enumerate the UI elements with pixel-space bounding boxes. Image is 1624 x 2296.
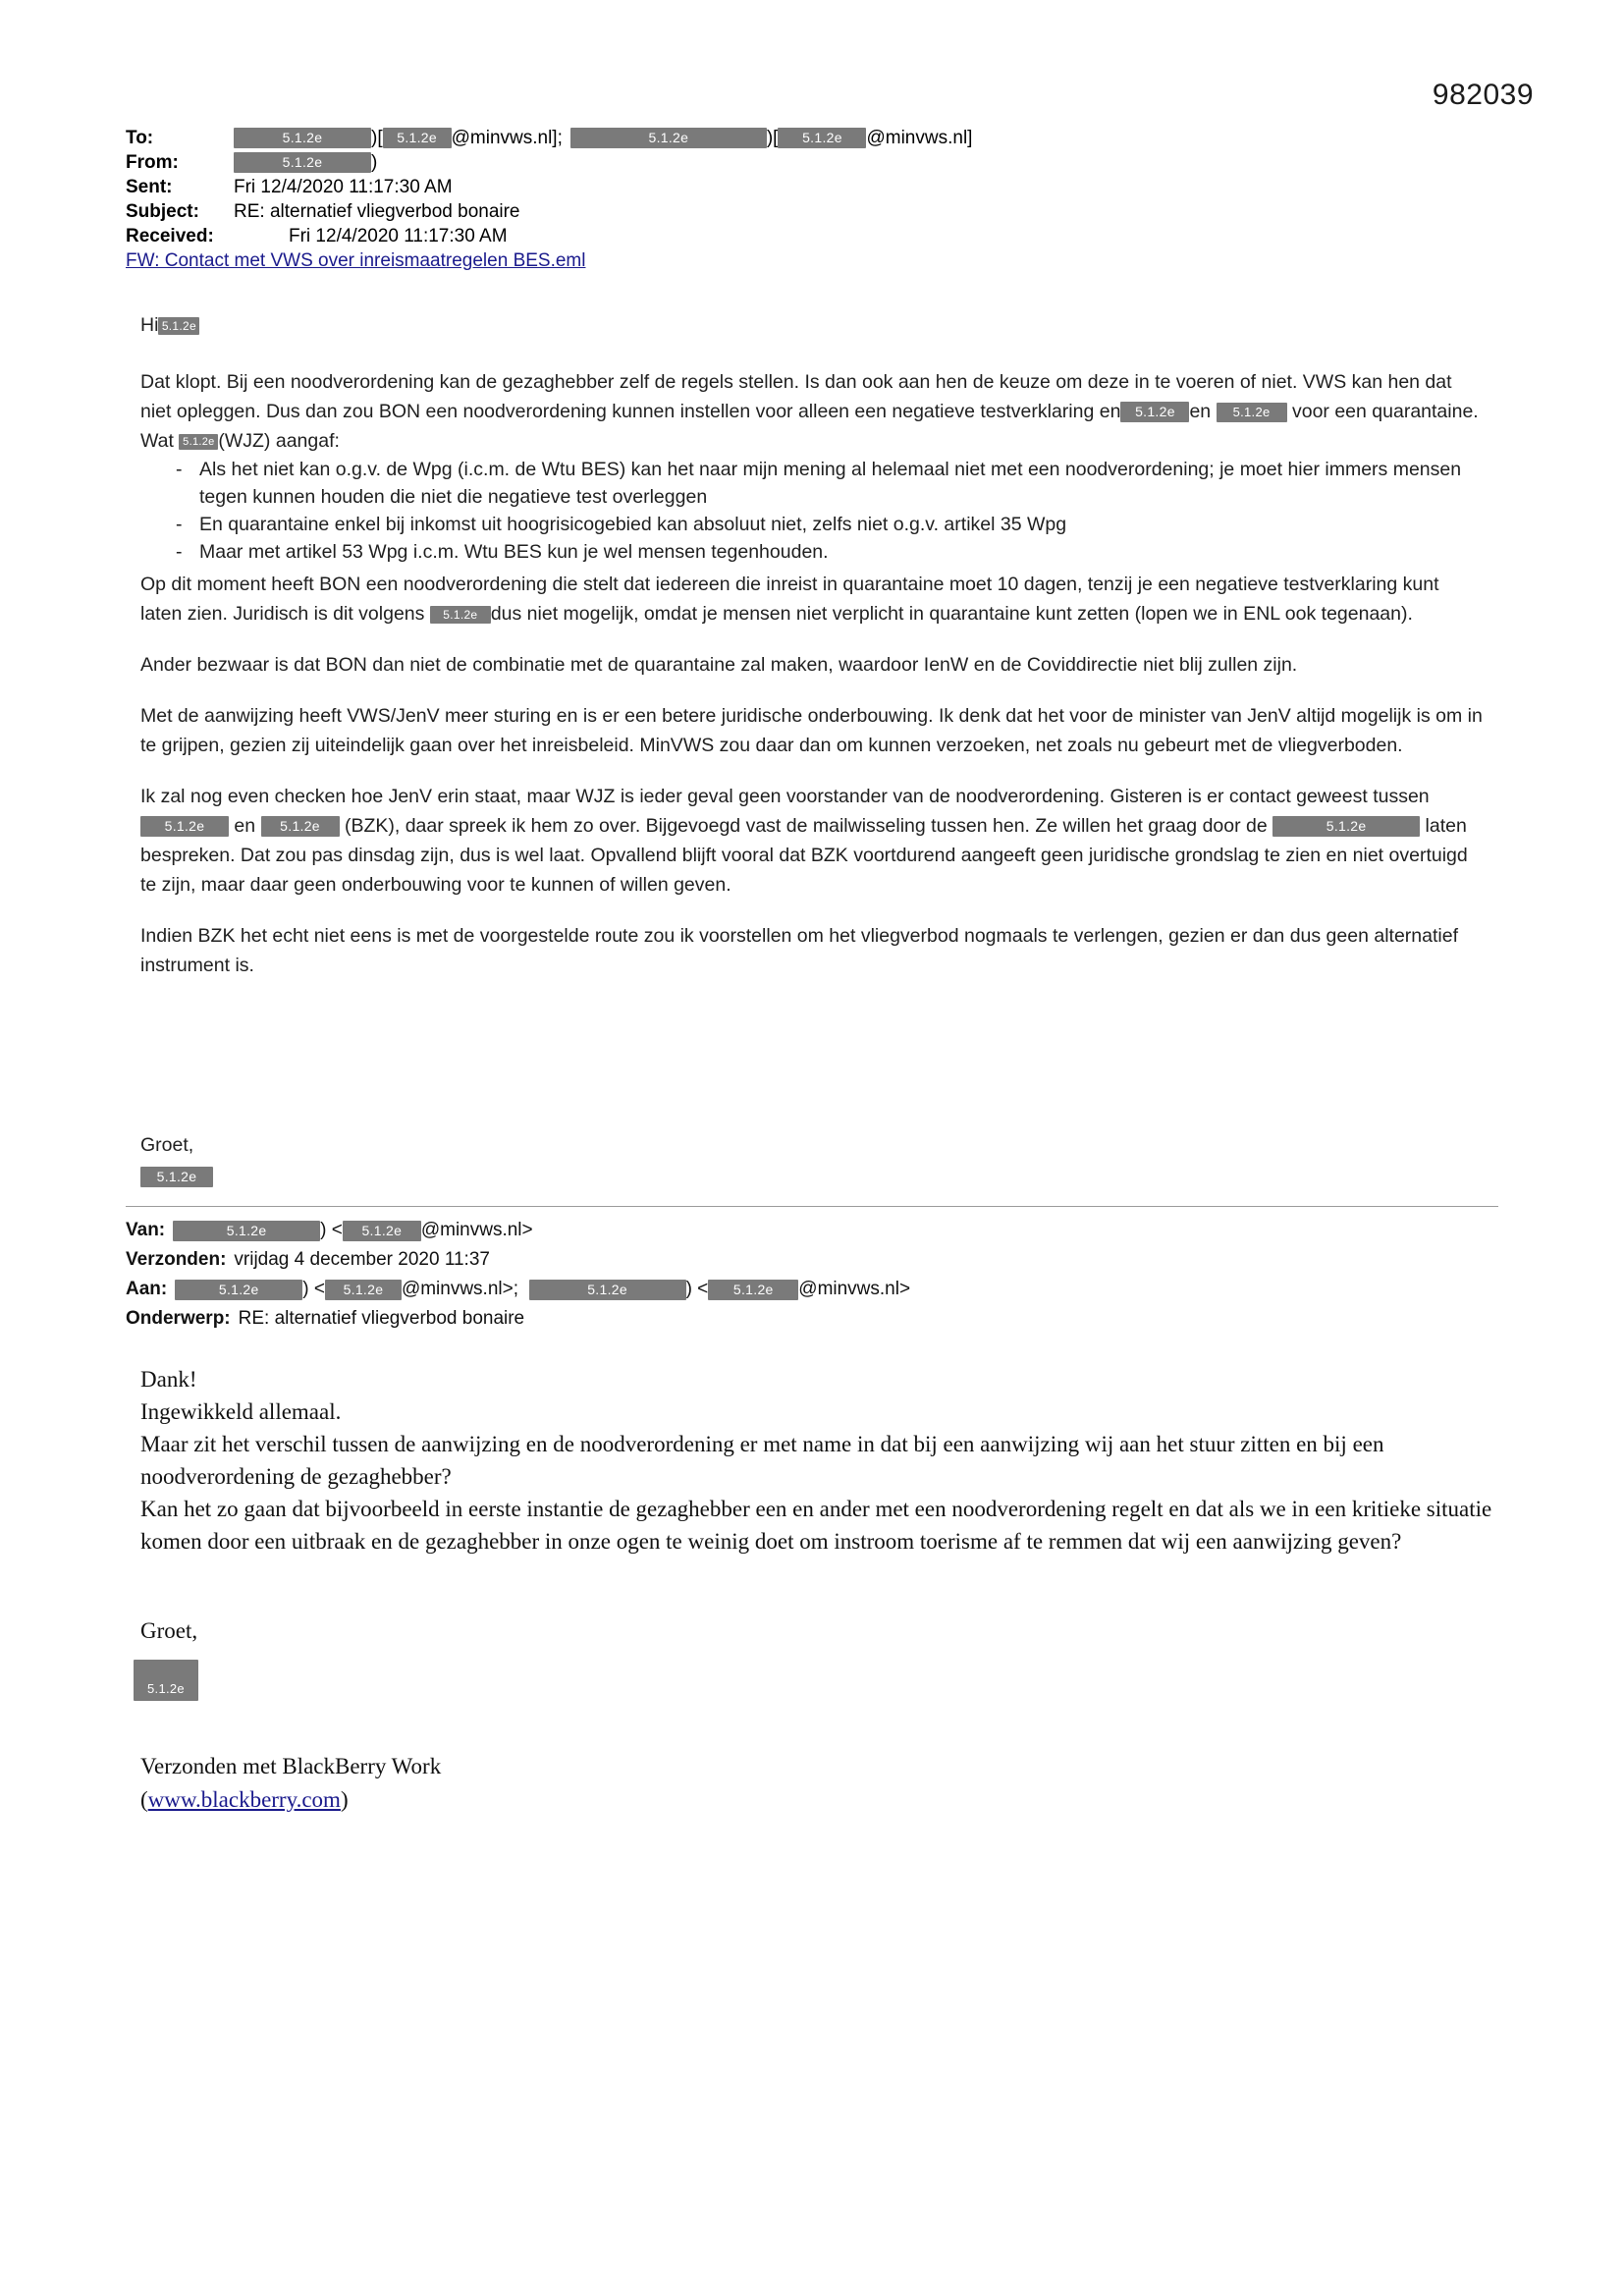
- quoted-label-onderwerp: Onderwerp:: [126, 1308, 231, 1329]
- quoted-value-onderwerp: RE: alternatief vliegverbod bonaire: [238, 1308, 525, 1329]
- header-value-subject: RE: alternatief vliegverbod bonaire: [234, 201, 520, 222]
- message-body: [140, 310, 1486, 1002]
- redaction-van-1: 5.1.2e: [173, 1221, 320, 1241]
- redaction-greeting: 5.1.2e: [158, 317, 199, 335]
- p1-text-a: Dat klopt. Bij een noodverordening kan de gezaghebber zelf de regels stellen. Is dan ook aan hen de keuze om deze in te voeren of niet. VWS kan hen dat niet opleggen. Dus dan zou BON een noodverordening kunnen instellen voor alleen een negatieve testverklaring en: [140, 371, 1452, 422]
- bullet-dash: -: [176, 541, 183, 563]
- from-sep: ): [371, 152, 378, 173]
- paragraph-5: [140, 782, 1486, 900]
- quoted-label-verzonden: Verzonden:: [126, 1249, 227, 1270]
- quoted-label-aan: Aan:: [126, 1279, 168, 1299]
- signature-block: [140, 1131, 213, 1190]
- paren-close: ): [340, 1787, 349, 1812]
- quoted-message-body: [140, 1363, 1495, 1558]
- to-sep-2: )[: [766, 128, 779, 148]
- aan-sep-2: ) <: [685, 1279, 709, 1299]
- redaction-to-3: 5.1.2e: [570, 128, 767, 148]
- bullet-text-2: En quarantaine enkel bij inkomst uit hoogrisicogebied kan absoluut niet, zelfs niet o.g.v. artikel 35 Wpg: [199, 514, 1067, 535]
- header-label-sent: Sent:: [126, 177, 173, 197]
- redaction-quoted-signature: 5.1.2e: [134, 1660, 198, 1701]
- bullet-dash: -: [176, 514, 183, 535]
- redaction-p5-1: 5.1.2e: [140, 816, 229, 837]
- header-label-received: Received:: [126, 226, 214, 246]
- bullet-dash: -: [176, 459, 183, 480]
- p5-text-a: Ik zal nog even checken hoe JenV erin staat, maar WJZ is ieder geval geen voorstander van de noodverordening. Gisteren is er contact geweest tussen: [140, 786, 1430, 807]
- header-value-sent: Fri 12/4/2020 11:17:30 AM: [234, 177, 453, 197]
- header-value-received: Fri 12/4/2020 11:17:30 AM: [289, 226, 508, 246]
- quoted-value-verzonden: vrijdag 4 december 2020 11:37: [234, 1249, 490, 1270]
- redaction-p1-2: 5.1.2e: [1217, 403, 1287, 422]
- redaction-aan-2: 5.1.2e: [325, 1280, 402, 1300]
- quoted-line-3: Maar zit het verschil tussen de aanwijzing en de noodverordening er met name in dat bij een aanwijzing wij aan het stuur zitten en bij een noodverordening de gezaghebber?: [140, 1432, 1384, 1489]
- p1-text-d: (WJZ) aangaf:: [218, 430, 340, 452]
- bullet-text-1: Als het niet kan o.g.v. de Wpg (i.c.m. de Wtu BES) kan het naar mijn mening al helemaal niet met een noodverordening; je moet hier immers mensen tegen kunnen houden die niet die negatieve test overleggen: [199, 459, 1462, 508]
- redaction-van-2: 5.1.2e: [343, 1221, 421, 1241]
- p1-text-b: en: [1189, 401, 1212, 422]
- header-row-received: [126, 224, 1500, 248]
- p5-text-d: laten bespreken. Dat zou pas dinsdag zijn, dus is wel laat. Opvallend blijft vooral dat BZK voortdurend aangeeft geen juridische grondslag te zien en niet overtuigd te zijn, maar daar geen onderbouwing voor te kunnen of willen geven.: [140, 815, 1468, 896]
- paragraph-2: [140, 570, 1486, 629]
- redaction-from-1: 5.1.2e: [234, 152, 371, 173]
- greeting-text: Hi: [140, 314, 159, 336]
- paren-open: (: [140, 1787, 148, 1812]
- blackberry-text: Verzonden met BlackBerry Work: [140, 1754, 442, 1778]
- p2-text-a: Op dit moment heeft BON een noodverordening die stelt dat iedereen die inreist in quarantaine moet 10 dagen, tenzij je een negatieve testverklaring kunt laten zien. Juridisch is dit volgens: [140, 574, 1439, 625]
- header-label-from: From:: [126, 152, 179, 173]
- message-divider: [126, 1206, 1498, 1207]
- redaction-p1-3: 5.1.2e: [179, 434, 218, 451]
- bullet-item-2: [140, 511, 1486, 538]
- redaction-aan-1: 5.1.2e: [175, 1280, 302, 1300]
- email-header: [126, 126, 1500, 248]
- blackberry-footer: [140, 1750, 441, 1817]
- redaction-p2-1: 5.1.2e: [430, 606, 491, 624]
- van-sep: ) <: [320, 1220, 343, 1240]
- header-value-from: [234, 150, 377, 175]
- paragraph-1: [140, 367, 1486, 456]
- attachment-link[interactable]: FW: Contact met VWS over inreismaatregelen BES.eml: [126, 250, 586, 271]
- bullet-text-3: Maar met artikel 53 Wpg i.c.m. Wtu BES kun je wel mensen tegenhouden.: [199, 541, 829, 563]
- quoted-line-1: Dank!: [140, 1367, 197, 1392]
- blackberry-url-link[interactable]: www.blackberry.com: [147, 1787, 341, 1812]
- redaction-to-1: 5.1.2e: [234, 128, 371, 148]
- paragraph-4: Met de aanwijzing heeft VWS/JenV meer sturing en is er een betere juridische onderbouwing. Ik denk dat het voor de minister van JenV altijd mogelijk is om in te grijpen, gezien zij uiteindelijk gaan over het inreisbeleid. MinVWS zou daar dan om kunnen verzoeken, net zoals nu gebeurt met de vliegverboden.: [140, 705, 1483, 756]
- aan-domain-1: @minvws.nl>;: [401, 1279, 519, 1299]
- quoted-label-van: Van:: [126, 1220, 166, 1240]
- header-row-subject: [126, 199, 1500, 224]
- bullet-item-1: [140, 456, 1486, 511]
- redaction-p1-1: 5.1.2e: [1120, 402, 1189, 422]
- quoted-line-4: Kan het zo gaan dat bijvoorbeeld in eerste instantie de gezaghebber een en ander met een noodverordening regelt en dat als we in een kritieke situatie komen door een uitbraak en de gezaghebber in onze ogen te weinig doet om instroom toerisme af te remmen dat wij een aanwijzing geven?: [140, 1497, 1492, 1554]
- quoted-row-onderwerp: [126, 1304, 1500, 1334]
- redaction-p5-3: 5.1.2e: [1272, 816, 1420, 837]
- quoted-email-header: [126, 1216, 1500, 1334]
- quoted-row-verzonden: [126, 1245, 1500, 1275]
- header-label-subject: Subject:: [126, 201, 199, 222]
- header-row-to: [126, 126, 1500, 150]
- header-row-from: [126, 150, 1500, 175]
- header-value-to: [234, 126, 972, 150]
- quoted-row-van: [126, 1216, 1500, 1245]
- bullet-list: [140, 456, 1486, 566]
- redaction-aan-4: 5.1.2e: [708, 1280, 798, 1300]
- header-row-sent: [126, 175, 1500, 199]
- redaction-to-2: 5.1.2e: [383, 128, 452, 148]
- redaction-aan-3: 5.1.2e: [529, 1280, 686, 1300]
- van-domain: @minvws.nl>: [420, 1220, 533, 1240]
- header-label-to: To:: [126, 128, 154, 148]
- redaction-signature: 5.1.2e: [140, 1167, 213, 1187]
- quoted-line-2: Ingewikkeld allemaal.: [140, 1399, 342, 1424]
- redaction-p5-2: 5.1.2e: [261, 816, 340, 837]
- to-domain-2: @minvws.nl]: [866, 128, 973, 148]
- quoted-signoff: Groet,: [140, 1618, 198, 1643]
- paragraph-6: Indien BZK het echt niet eens is met de voorgestelde route zou ik voorstellen om het vliegverbod nogmaals te verlengen, gezien er dan dus geen alternatief instrument is.: [140, 925, 1458, 976]
- bullet-item-3: [140, 538, 1486, 566]
- p5-text-b: en: [234, 815, 256, 837]
- signoff-text: Groet,: [140, 1134, 194, 1156]
- quoted-signature-redaction-wrap: [134, 1660, 198, 1701]
- blackberry-url-line: [140, 1783, 441, 1817]
- to-domain-1: @minvws.nl];: [451, 128, 563, 148]
- redaction-to-4: 5.1.2e: [778, 128, 866, 148]
- p1-text-c: voor een quarantaine. Wat: [140, 401, 1479, 452]
- greeting-line: [140, 310, 1486, 340]
- p5-text-c: (BZK), daar spreek ik hem zo over. Bijgevoegd vast de mailwisseling tussen hen. Ze willen het graag door de: [344, 815, 1268, 837]
- paragraph-3: Ander bezwaar is dat BON dan niet de combinatie met de quarantaine zal maken, waardoor IenW en de Coviddirectie niet blij zullen zijn.: [140, 654, 1298, 676]
- to-sep-1: )[: [371, 128, 383, 148]
- p2-text-b: dus niet mogelijk, omdat je mensen niet verplicht in quarantaine kunt zetten (lopen we in ENL ook tegenaan).: [490, 603, 1413, 625]
- document-number: 982039: [1432, 79, 1534, 111]
- aan-sep-1: ) <: [302, 1279, 325, 1299]
- quoted-row-aan: [126, 1275, 1500, 1304]
- aan-domain-2: @minvws.nl>: [798, 1279, 911, 1299]
